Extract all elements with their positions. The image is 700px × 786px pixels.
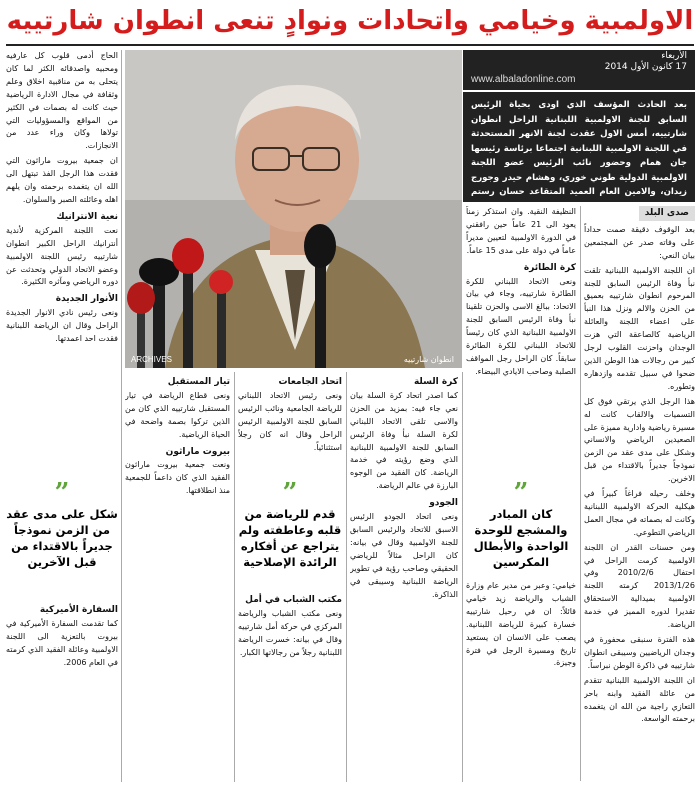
column-a2 bbox=[466, 580, 576, 780]
subhead-volleyball: كرة الطائرة bbox=[523, 262, 576, 273]
column-divider bbox=[234, 372, 235, 782]
column-a-paragraph: وخلف رحيله فراغاً كبيراً في هيكلية الحركة الاولمبية اللبنانية وكانت له بصماته في مجال العمل الرياضي التطوعي. bbox=[584, 489, 695, 537]
column-d bbox=[125, 372, 230, 782]
lead-paragraph: بعد الحادث المؤسف الذي اودى بحياة الرئيس السابق للجنة الاولمبية اللبنانية الراحل انطوان شارتييه، أمس الاول عقدت لجنة الانهر المستحدثة في اللجنة الاولمبية اللبنانية اجتماعا برئاسة رئيسها جان همام وحضور نائب الرئيس عضو اللجنة الاولمبية الدولية طوني خوري، وهشام حيدر وجورج زيدان، والامين العام العميد المتقاعد حسان رستم bbox=[463, 92, 695, 202]
column-a-paragraph: ومن حسنات القدر ان اللجنة الاولمبية كرمت الراحل في احتفال 2010/2/6 وفي 2013/1/26 كرمته اللجنة الاولمبية بميدالية الاستحقاق تقديرا لدوره المميز في خدمة الرياضة. bbox=[584, 542, 695, 630]
column-c-top bbox=[238, 372, 342, 477]
portrait-photo bbox=[125, 50, 462, 368]
column-a2-paragraph: خيامي: وعبر من مدير عام وزارة الشباب والرياضة زيد خيامي قائلاً: ان في رحيل شارتييه خسارة كبيرة للرياضة اللبنانية. يصعب على الانسان ان يستعيد تاريخ ومسيرة الرجل في فترة وجيزة. bbox=[466, 581, 576, 668]
column-e-paragraph: الحاج أدمى قلوب كل عارفيه ومحبيه واصدقائه الكثر لما كان يتحلى به من مناقبية اخلاق وعلم وثقافة في مجال الادارة الرياضية حيث كانت له بصمات في الكثير من المواقع والمسؤوليات التي تولاها وكان وراء عدد من الانجازات. bbox=[6, 51, 118, 151]
column-c-paragraph: ونعى مكتب الشباب والرياضة المركزي في حركة أمل شارتييه وقال في بيانه: خسرت الرياضة اللبنانية رجلاً من رجالاتها الكبار. bbox=[238, 608, 342, 657]
site-url[interactable]: www.albaladonline.com bbox=[471, 74, 576, 85]
column-divider bbox=[580, 206, 581, 781]
column-c bbox=[238, 590, 342, 782]
column-b-paragraph: كما اصدر اتحاد كرة السلة بيان نعي جاء فيه: بمزيد من الحزن والاسى تلقى الاتحاد اللبناني لكرة السلة نبأ وفاة الرئيس السابق للجنة الاولمبية اللبنانية الذي وضع رؤيته في خدمة الرياضة. كان الفقيد من الوجوه البارزة في عالم الرياضة. bbox=[350, 390, 458, 491]
subhead-universities: اتحاد الجامعات bbox=[278, 377, 342, 387]
subhead-embassy: السفارة الأميركية bbox=[39, 605, 118, 615]
photo-credit: ARCHIVES bbox=[131, 355, 172, 364]
pull-quote-b bbox=[238, 480, 342, 570]
subhead-antranik: نعية الانترانيك bbox=[56, 211, 118, 222]
column-e-paragraph: نعت اللجنة المركزية لأندية أنترانيك الراحل الكبير انطوان شارتييه رئيس اللجنة الاولمبية وعضو الاتحاد الدولي وتحدثت عن دوره الرياضي ومآثره الكثيرة. bbox=[6, 225, 118, 287]
issue-day: الأربعاء bbox=[661, 51, 687, 61]
column-a-paragraph: ان اللجنة الاولمبية اللبنانية تتقدم من عائلة الفقيد وابنه باحر التعازي راجية من الله ان يتغمده برحمته الواسعة. bbox=[584, 675, 695, 724]
subhead-basketball: كرة السلة bbox=[413, 377, 458, 387]
pull-quote-a-text: كان المبادر والمشجع للوحدة الواحدة والأبطال المكرسين bbox=[473, 507, 569, 569]
column-b bbox=[350, 372, 458, 782]
column-e-paragraph: ان جمعية بيروت ماراثون التي فقدت هذا الرجل الفذ تبتهل الى الله ان يتغمده برحمته وان يلهم اهله وعائلته الصبر والسلوان. bbox=[6, 156, 118, 204]
issue-date: 17 كانون الأول 2014 bbox=[604, 62, 687, 72]
quote-mark-icon: ” bbox=[513, 478, 529, 508]
pull-quote-a bbox=[466, 480, 576, 570]
column-d-paragraph: ونعت جمعية بيروت ماراثون الفقيد الذي كان داعماً للجمعية منذ انطلاقتها. bbox=[125, 460, 230, 496]
column-a-paragraph: بعد الوقوف دقيقة صمت حداداً على وفاته صدر عن المجتمعين بيان النعي: bbox=[584, 224, 695, 260]
column-divider bbox=[346, 372, 347, 782]
column-a-head: صدى البلد bbox=[639, 206, 695, 221]
column-b-paragraph: النظيفة النقية. وان استذكر زمناً يعود الى 21 عاماً حين رافقني في الدورة الاولمبية لتعيين مديراً عاماً في دولة على مدى 15 عاماً. bbox=[466, 207, 576, 255]
photo-caption: انطوان شارتييه bbox=[403, 355, 454, 364]
column-d-paragraph: ونعى قطاع الرياضة في تيار المستقبل شارتييه الذي كان من الذين تركوا بصمة واضحة في الحياة الرياضية. bbox=[125, 390, 230, 439]
column-e-paragraph: كما تقدمت السفارة الأميركية في بيروت بالتعزية الى اللجنة الاولمبية وعائلة الفقيد الذي كرمته في العام 2006. bbox=[6, 618, 118, 667]
portrait-illustration bbox=[125, 50, 462, 368]
column-e-paragraph: ونعى رئيس نادي الانوار الجديدة الراحل وقال ان الرياضة اللبنانية فقدت احد اعمدتها. bbox=[6, 308, 118, 344]
column-divider bbox=[121, 50, 122, 782]
subhead-anwar: الأنوار الجديدة bbox=[55, 294, 118, 305]
column-b-paragraph: ونعى اتحاد الجودو الرئيس الاسبق للاتحاد والرئيس السابق للجنة الاولمبية وقال في بيانه: كان الراحل مثالاً للرياضي الحقيقي وصاحب رؤية في تطوير الرياضة اللبنانية وسيبقى في الذاكرة. bbox=[350, 512, 458, 599]
subhead-judo: الجودو bbox=[429, 498, 458, 509]
column-a bbox=[584, 206, 695, 786]
quote-mark-icon: ” bbox=[54, 478, 70, 508]
headline: الاولمبية وخيامي واتحادات ونوادٍ تنعى انطوان شارتييه bbox=[6, 6, 694, 36]
quote-mark-icon: ” bbox=[282, 478, 298, 508]
column-e-bottom bbox=[6, 600, 118, 782]
column-a-paragraph: ان اللجنة الاولمبية اللبنانية تلقت نبأ وفاة الرئيس السابق للجنة المرحوم انطوان شارتييه بعميق من الحزن والالم ونزل هذا النبأ على اعضاء اللجنة والعائلة الرياضية كالصاعقة التي هزت الوجدان واحزنت القلوب لرجل كبير من رجالات هذا الوطن الذين ضحوا في سبيل تقدمه وازدهاره وتطوره. bbox=[584, 265, 695, 391]
pull-quote-c bbox=[6, 480, 118, 570]
column-a-paragraph: هذا الرجل الذي يرتقي فوق كل التسميات والالقاب كانت له مسيرة رياضية وادارية مميزة على الصعيدين الرياضي والانساني وشكل على مدى عقد من الزمن نموذجاً جديراً بالاقتداء من قبل الاخرين. bbox=[584, 396, 695, 484]
issue-info bbox=[463, 50, 695, 90]
column-e bbox=[6, 50, 118, 480]
subhead-marathon: بيروت ماراثون bbox=[165, 446, 230, 457]
subhead-amal: مكتب الشباب في أمل bbox=[245, 595, 342, 605]
column-divider bbox=[462, 372, 463, 782]
pull-quote-b-text: قدم للرياضة من قلبه وعاطفته ولم يتراجع عن أفكاره الرائدة الإصلاحية bbox=[238, 507, 342, 569]
column-b-paragraph: ونعى الاتحاد اللبناني للكرة الطائرة شارتييه، وجاء في بيان الاتحاد: ببالغ الاسى والحزن تلقينا نبأ وفاة الرئيس السابق للجنة الاولمبية اللبنانية الذي كان رئيساً للاتحاد اللبناني للكرة الطائرة سابقاً. كان الراحل رجل المواقف الصلبة وصاحب الايادي البيضاء. bbox=[466, 276, 576, 376]
column-a-paragraph: هذه الفترة سنبقى محفورة في وجدان الرياضيين وسيبقى انطوان شارتييه في ذاكرة الوطن نبراساً. bbox=[584, 635, 695, 670]
headline-rule bbox=[6, 44, 694, 46]
pull-quote-c-text: شكل على مدى عقد من الزمن نموذجاً جديراً بالاقتداء من قبل الآخرين bbox=[6, 507, 118, 569]
column-b-top bbox=[466, 206, 576, 476]
subhead-mustaqbal: تيار المستقبل bbox=[167, 377, 230, 387]
column-c-paragraph: ونعى رئيس الاتحاد اللبناني للرياضة الجامعية ونائب الرئيس السابق للجنة الاولمبية الرئيس الراحل وقال انه كان رجلاً استثنائياً. bbox=[238, 390, 342, 452]
